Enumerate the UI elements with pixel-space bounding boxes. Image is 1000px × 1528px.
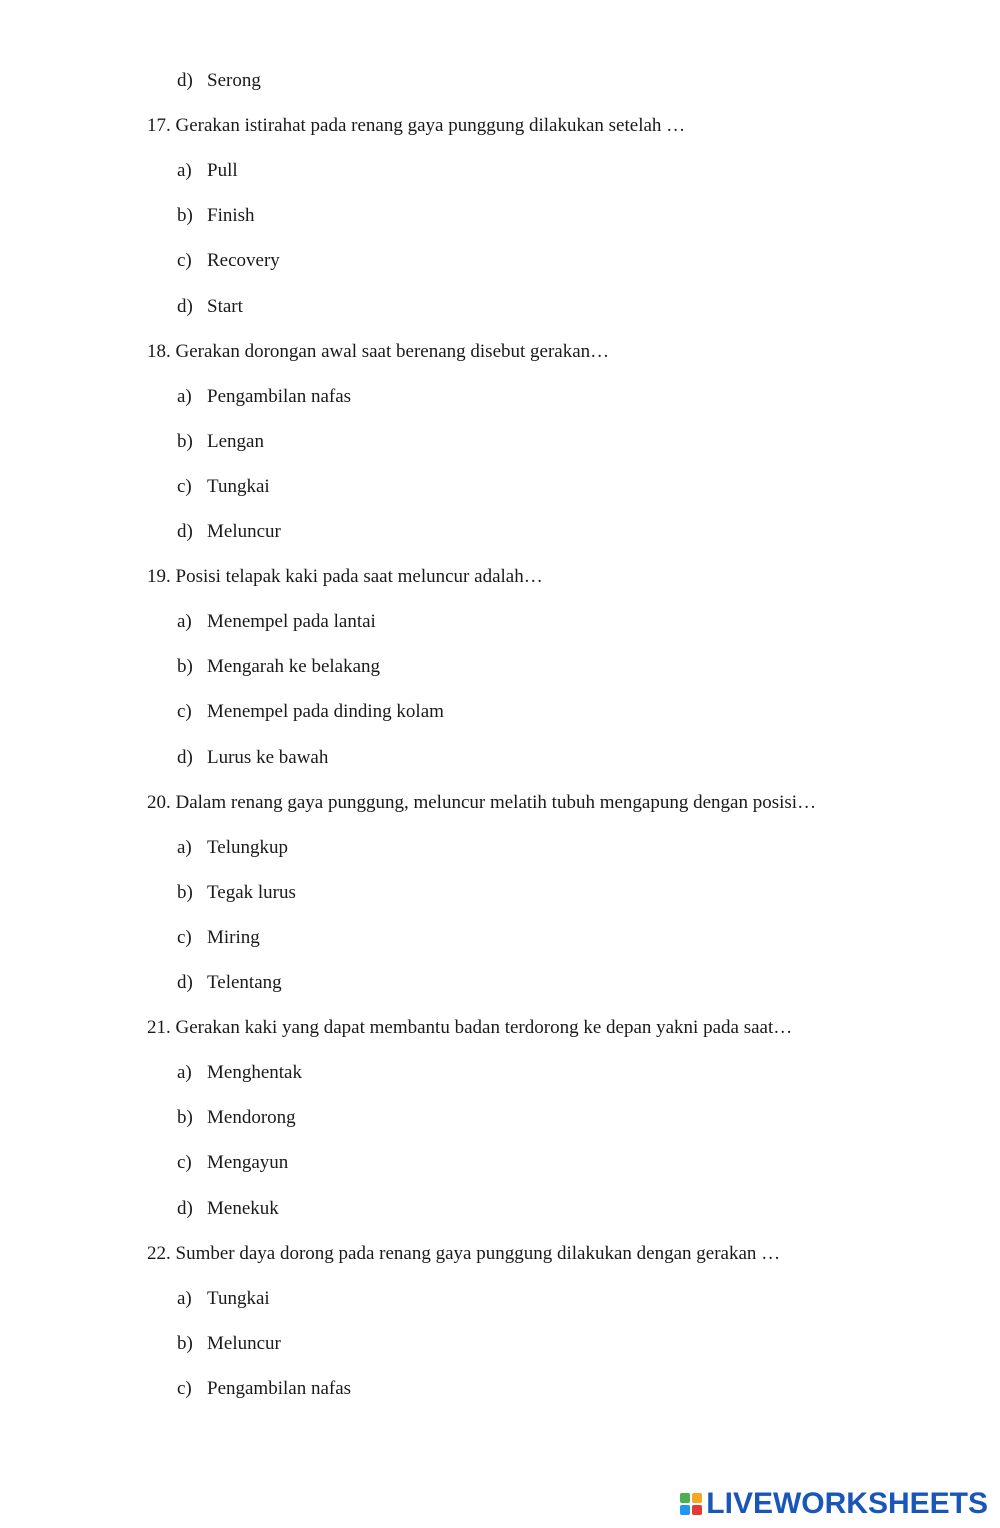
answer-option xyxy=(177,159,238,183)
answer-option xyxy=(177,655,380,679)
question-text: 18. Gerakan dorongan awal saat berenang disebut gerakan… xyxy=(147,341,610,362)
option-letter: d) xyxy=(177,1198,193,1219)
answer-option xyxy=(177,249,280,273)
answer-option xyxy=(177,746,328,770)
liveworksheets-logo xyxy=(680,1488,988,1520)
answer-option xyxy=(177,520,281,544)
option-text: Mengayun xyxy=(207,1152,289,1173)
option-letter: a) xyxy=(177,837,192,858)
option-text: Menekuk xyxy=(207,1198,279,1219)
answer-option xyxy=(177,69,261,93)
option-letter: b) xyxy=(177,882,193,903)
option-text: Meluncur xyxy=(207,1333,281,1354)
option-letter: b) xyxy=(177,1107,193,1128)
answer-option xyxy=(177,1197,279,1221)
option-text: Mengarah ke belakang xyxy=(207,656,381,677)
option-text: Miring xyxy=(207,927,260,948)
option-text: Menghentak xyxy=(207,1062,302,1083)
answer-option xyxy=(177,836,288,860)
option-letter: c) xyxy=(177,1152,192,1173)
option-letter: c) xyxy=(177,927,192,948)
option-text: Mendorong xyxy=(207,1107,296,1128)
question-text: 17. Gerakan istirahat pada renang gaya punggung dilakukan setelah … xyxy=(147,115,686,136)
option-text: Recovery xyxy=(207,250,280,271)
option-letter: b) xyxy=(177,656,193,677)
logo-square-red xyxy=(692,1505,702,1515)
option-text: Tungkai xyxy=(207,476,270,497)
option-letter: d) xyxy=(177,521,193,542)
option-text: Lengan xyxy=(207,431,264,452)
option-text: Finish xyxy=(207,205,255,226)
option-letter: b) xyxy=(177,205,193,226)
answer-option xyxy=(177,1061,302,1085)
option-text: Tegak lurus xyxy=(207,882,296,903)
answer-option xyxy=(177,700,444,724)
answer-option xyxy=(177,1332,281,1356)
answer-option xyxy=(177,881,296,905)
logo-text: LIVEWORKSHEETS xyxy=(706,1487,988,1520)
option-letter: a) xyxy=(177,160,192,181)
question-text: 20. Dalam renang gaya punggung, meluncur melatih tubuh mengapung dengan posisi… xyxy=(147,792,817,813)
option-text: Lurus ke bawah xyxy=(207,747,329,768)
option-letter: a) xyxy=(177,386,192,407)
answer-option xyxy=(177,926,260,950)
option-text: Start xyxy=(207,296,243,317)
answer-option xyxy=(177,1151,288,1175)
option-letter: d) xyxy=(177,70,193,91)
answer-option xyxy=(177,430,264,454)
option-text: Telentang xyxy=(207,972,282,993)
option-letter: c) xyxy=(177,250,192,271)
option-text: Serong xyxy=(207,70,261,91)
answer-option xyxy=(177,295,243,319)
option-text: Tungkai xyxy=(207,1288,270,1309)
question-text: 19. Posisi telapak kaki pada saat meluncur adalah… xyxy=(147,566,543,587)
option-text: Menempel pada dinding kolam xyxy=(207,701,444,722)
option-letter: c) xyxy=(177,1378,192,1399)
option-letter: a) xyxy=(177,1062,192,1083)
logo-square-blue xyxy=(680,1505,690,1515)
answer-option xyxy=(177,475,270,499)
option-letter: d) xyxy=(177,747,193,768)
option-text: Menempel pada lantai xyxy=(207,611,376,632)
liveworksheets-logo-icon xyxy=(680,1493,702,1515)
option-text: Telungkup xyxy=(207,837,288,858)
option-letter: d) xyxy=(177,296,193,317)
option-letter: b) xyxy=(177,1333,193,1354)
option-text: Pengambilan nafas xyxy=(207,1378,352,1399)
option-letter: a) xyxy=(177,1288,192,1309)
option-letter: c) xyxy=(177,476,192,497)
option-text: Pull xyxy=(207,160,238,181)
option-letter: b) xyxy=(177,431,193,452)
option-letter: a) xyxy=(177,611,192,632)
answer-option xyxy=(177,1106,296,1130)
option-letter: c) xyxy=(177,701,192,722)
answer-option xyxy=(177,1377,351,1401)
question-text: 21. Gerakan kaki yang dapat membantu badan terdorong ke depan yakni pada saat… xyxy=(147,1017,793,1038)
answer-option xyxy=(177,1287,270,1311)
answer-option xyxy=(177,610,376,634)
option-text: Pengambilan nafas xyxy=(207,386,352,407)
option-letter: d) xyxy=(177,972,193,993)
answer-option xyxy=(177,204,255,228)
option-text: Meluncur xyxy=(207,521,281,542)
answer-option xyxy=(177,385,351,409)
logo-square-green xyxy=(680,1493,690,1503)
logo-square-orange xyxy=(692,1493,702,1503)
answer-option xyxy=(177,971,282,995)
question-text: 22. Sumber daya dorong pada renang gaya punggung dilakukan dengan gerakan … xyxy=(147,1243,781,1264)
